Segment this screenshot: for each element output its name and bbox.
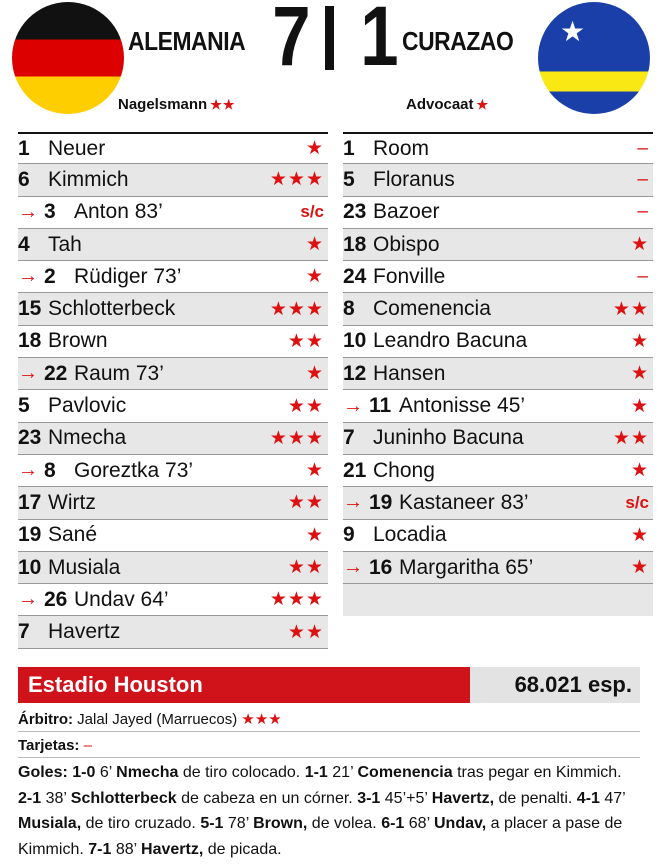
substitution-arrow-icon: →: [18, 362, 38, 385]
player-name: Fonville: [373, 264, 446, 288]
goal-score: 5-1: [200, 815, 224, 832]
player-row: [343, 293, 653, 325]
player-name: Goreztka 73’: [74, 458, 194, 482]
player-rating: ★★: [287, 557, 324, 578]
player-rating: ★: [305, 266, 324, 288]
stadium-bar: [18, 667, 640, 703]
player-number: 23: [343, 200, 367, 224]
player-name: Hansen: [373, 361, 446, 385]
player-number: 22: [44, 361, 68, 385]
goal-score: 1-0: [72, 764, 96, 781]
player-rating: ★: [305, 234, 324, 256]
player-row: [18, 197, 328, 229]
player-rating: ★★★: [269, 427, 324, 449]
player-rating: ★: [630, 234, 649, 256]
goal-score: 2-1: [18, 789, 42, 807]
goal-description: de tiro cruzado.: [85, 815, 196, 832]
match-header: [0, 0, 657, 122]
player-name: Pavlovic: [48, 394, 127, 418]
away-coach-name: Advocaat: [406, 96, 474, 113]
score-separator: [325, 6, 334, 70]
referee-label: Árbitro:: [18, 711, 73, 728]
player-number: 4: [18, 232, 30, 256]
player-number: 1: [18, 136, 30, 160]
player-name: Chong: [373, 458, 435, 482]
player-number: 9: [343, 523, 355, 547]
player-number: 19: [18, 523, 42, 547]
player-rating: ★: [630, 460, 649, 482]
goal-description: de cabeza en un córner.: [181, 789, 353, 807]
player-number: 26: [44, 587, 68, 611]
player-rating: ★: [305, 524, 324, 546]
player-number: 7: [18, 620, 30, 644]
player-rating: ★★: [287, 492, 324, 514]
away-coach: [406, 96, 489, 113]
player-rating: ★★: [612, 298, 649, 320]
substitution-arrow-icon: →: [343, 491, 363, 514]
goal-score: 6-1: [381, 815, 405, 832]
player-rating: ★: [630, 524, 649, 546]
goal-scorer: Brown,: [253, 815, 308, 832]
player-number: 8: [44, 458, 56, 482]
substitution-arrow-icon: →: [18, 459, 38, 482]
player-rating: ★: [305, 138, 324, 160]
player-number: 18: [18, 329, 42, 353]
player-number: 11: [369, 394, 392, 418]
player-number: 24: [343, 264, 367, 288]
player-rating: s/c: [625, 492, 649, 512]
cards-value: –: [83, 737, 92, 754]
goals-label: Goles:: [18, 764, 68, 781]
goal-minute: 78’: [227, 815, 249, 832]
player-name: Rüdiger 73’: [74, 264, 182, 288]
goal-minute: 21’: [332, 764, 354, 781]
player-name: Margaritha 65’: [399, 555, 534, 579]
player-name: Antonisse 45’: [399, 394, 526, 418]
player-number: 2: [44, 264, 56, 288]
player-name: Nmecha: [48, 426, 127, 450]
player-rating: s/c: [300, 202, 324, 222]
empty-row: [343, 584, 653, 616]
player-number: 19: [369, 490, 393, 514]
goal-scorer: Havertz,: [431, 789, 495, 807]
referee-rating: ★★★: [241, 711, 282, 728]
player-rating: ★: [630, 363, 649, 385]
player-name: Kimmich: [48, 167, 129, 191]
player-name: Locadia: [373, 523, 447, 547]
away-team-name: CURAZAO: [402, 26, 514, 56]
player-row: [343, 487, 653, 519]
cards-line: [18, 733, 640, 758]
attendance: 68.021 esp.: [470, 667, 640, 703]
home-coach-rating: ★★: [210, 97, 236, 112]
away-coach-rating: ★: [476, 97, 490, 112]
player-row: [18, 164, 328, 196]
away-lineup: [343, 132, 653, 616]
star-icon: ★: [560, 16, 586, 47]
player-name: Havertz: [48, 620, 121, 644]
cards-label: Tarjetas:: [18, 737, 80, 754]
player-name: Room: [373, 136, 430, 160]
goal-description: de picada.: [207, 840, 282, 858]
goal-description: de tiro colocado.: [182, 764, 301, 781]
goal-minute: 6’: [99, 764, 112, 781]
player-name: Undav 64’: [74, 587, 169, 611]
player-rating: ★★: [287, 621, 324, 643]
goal-score: 3-1: [357, 789, 381, 807]
goals-summary: [18, 760, 638, 862]
player-name: Juninho Bacuna: [373, 426, 524, 450]
home-team-name: ALEMANIA: [128, 26, 246, 56]
player-row: [343, 520, 653, 552]
substitution-arrow-icon: →: [18, 588, 38, 611]
player-row: [18, 423, 328, 455]
player-name: Anton 83’: [74, 200, 163, 224]
substitution-arrow-icon: →: [18, 200, 38, 223]
goal-scorer: Comenencia: [357, 764, 453, 781]
goal-scorer: Schlotterbeck: [70, 789, 177, 807]
goal-description: de penalti.: [498, 789, 573, 807]
player-row: [343, 132, 653, 164]
player-rating: –: [637, 265, 649, 287]
player-number: 10: [18, 555, 42, 579]
stadium-name: Estadio Houston: [18, 667, 470, 703]
player-row: [18, 229, 328, 261]
player-number: 1: [343, 136, 355, 160]
player-name: Floranus: [373, 167, 455, 191]
player-name: Brown: [48, 329, 108, 353]
home-lineup: [18, 132, 328, 649]
goal-description: a placer a pase de Kimmich.: [18, 815, 623, 858]
player-row: [343, 164, 653, 196]
goal-score: 4-1: [576, 789, 600, 807]
player-number: 17: [18, 490, 42, 514]
goal-minute: 68’: [408, 815, 430, 832]
player-name: Wirtz: [48, 490, 96, 514]
substitution-arrow-icon: →: [343, 556, 363, 578]
player-row: [18, 487, 328, 519]
goal-score: 1-1: [304, 764, 328, 781]
goal-minute: 45’+5’: [384, 789, 428, 807]
player-name: Sané: [48, 523, 98, 547]
goal-scorer: Nmecha: [116, 764, 179, 781]
player-rating: –: [637, 168, 649, 190]
player-rating: ★: [630, 330, 649, 352]
player-rating: ★: [630, 557, 649, 578]
player-row: [18, 616, 328, 648]
player-row: [343, 358, 653, 390]
player-number: 5: [343, 167, 355, 191]
player-number: 10: [343, 329, 367, 353]
home-coach-name: Nagelsmann: [118, 96, 208, 113]
player-name: Tah: [48, 232, 82, 256]
player-row: [343, 423, 653, 455]
player-name: Comenencia: [373, 297, 491, 321]
player-number: 18: [343, 232, 367, 256]
home-score: 7: [272, 0, 311, 83]
home-coach: [118, 96, 236, 113]
player-rating: ★★★: [269, 298, 324, 320]
player-name: Neuer: [48, 136, 106, 160]
germany-flag-icon: [12, 2, 124, 114]
player-row: [343, 390, 653, 422]
player-rating: –: [637, 137, 649, 159]
goal-scorer: Musiala,: [18, 815, 82, 832]
player-row: [18, 293, 328, 325]
goal-description: tras pegar en Kimmich.: [457, 764, 622, 781]
player-number: 16: [369, 555, 393, 579]
referee-line: [18, 706, 640, 732]
player-rating: ★★: [287, 395, 324, 417]
player-row: [18, 326, 328, 358]
goal-minute: 38’: [45, 789, 67, 807]
goal-minute: 47’: [604, 789, 626, 807]
player-row: [343, 552, 653, 584]
player-number: 8: [343, 297, 355, 321]
curacao-flag-icon: [538, 2, 650, 114]
player-row: [18, 390, 328, 422]
player-number: 3: [44, 200, 56, 224]
player-number: 12: [343, 361, 367, 385]
player-row: [18, 584, 328, 616]
player-number: 21: [343, 458, 367, 482]
player-row: [343, 197, 653, 229]
player-rating: ★★: [612, 427, 649, 449]
player-number: 7: [343, 426, 355, 450]
player-rating: ★★★: [269, 169, 324, 191]
player-rating: ★★★: [269, 589, 324, 611]
goal-scorer: Havertz,: [141, 840, 204, 858]
player-name: Musiala: [48, 555, 121, 579]
player-name: Bazoer: [373, 200, 440, 224]
away-score: 1: [360, 0, 399, 83]
referee-name: Jalal Jayed (Marruecos): [77, 711, 238, 728]
player-row: [18, 455, 328, 487]
player-row: [343, 261, 653, 293]
player-row: [18, 261, 328, 293]
goal-minute: 88’: [115, 840, 137, 858]
player-row: [343, 326, 653, 358]
goal-score: 7-1: [88, 840, 112, 858]
player-rating: ★★: [287, 330, 324, 352]
player-number: 23: [18, 426, 42, 450]
substitution-arrow-icon: →: [18, 265, 38, 288]
player-name: Obispo: [373, 232, 440, 256]
player-row: [343, 229, 653, 261]
player-rating: ★: [305, 460, 324, 482]
player-name: Raum 73’: [74, 361, 164, 385]
player-rating: ★: [305, 363, 324, 385]
player-name: Kastaneer 83’: [399, 490, 529, 514]
goal-description: de volea.: [311, 815, 377, 832]
player-rating: –: [637, 201, 649, 223]
substitution-arrow-icon: →: [343, 394, 363, 417]
player-row: [343, 455, 653, 487]
player-rating: ★: [630, 395, 649, 417]
player-row: [18, 552, 328, 584]
player-number: 6: [18, 167, 30, 191]
player-name: Leandro Bacuna: [373, 329, 528, 353]
player-row: [18, 520, 328, 552]
player-row: [18, 358, 328, 390]
player-name: Schlotterbeck: [48, 297, 176, 321]
player-number: 5: [18, 394, 30, 418]
goal-scorer: Undav,: [433, 815, 487, 832]
player-number: 15: [18, 297, 42, 321]
player-row: [18, 132, 328, 164]
